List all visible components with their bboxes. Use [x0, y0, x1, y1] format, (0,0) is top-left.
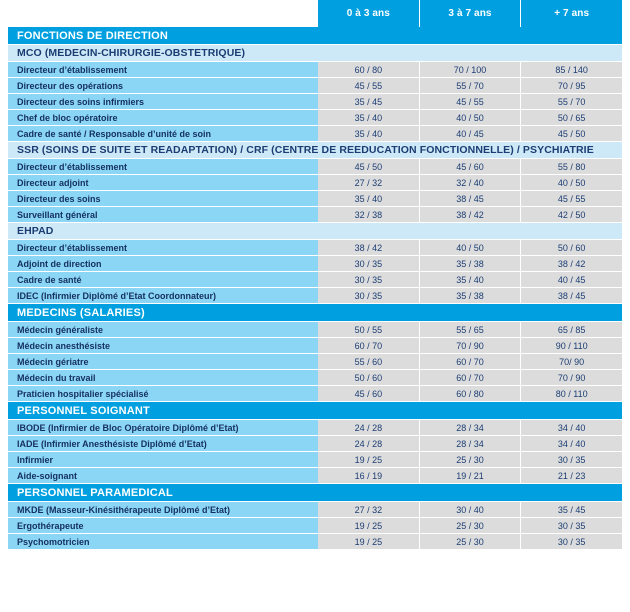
- salary-cell: 16 / 19: [318, 468, 420, 483]
- salary-cell: 30 / 35: [318, 288, 420, 303]
- column-header-7-plus: + 7 ans: [521, 0, 622, 27]
- salary-cell: 40 / 45: [521, 272, 622, 287]
- table-row: [8, 207, 622, 223]
- salary-cell: 70/ 90: [521, 354, 622, 369]
- salary-cell: 30 / 35: [521, 534, 622, 549]
- salary-cell: 30 / 40: [420, 502, 522, 517]
- subsection-header: SSR (SOINS DE SUITE ET READAPTATION) / CRF (CENTRE DE REEDUCATION FONCTIONNELLE) / PSYCHIATRIE: [8, 142, 622, 159]
- subsection-header: MCO (MEDECIN-CHIRURGIE-OBSTETRIQUE): [8, 45, 622, 62]
- salary-cell: 60 / 70: [420, 370, 522, 385]
- row-label: Chef de bloc opératoire: [8, 110, 318, 125]
- salary-cell: 21 / 23: [521, 468, 622, 483]
- salary-cell: 25 / 30: [420, 452, 522, 467]
- row-label: Médecin anesthésiste: [8, 338, 318, 353]
- row-label: Ergothérapeute: [8, 518, 318, 533]
- salary-cell: 55 / 70: [521, 94, 622, 109]
- salary-cell: 45 / 55: [521, 191, 622, 206]
- header-spacer: [8, 0, 318, 27]
- salary-cell: 40 / 50: [420, 110, 522, 125]
- row-label: Cadre de santé: [8, 272, 318, 287]
- salary-cell: 45 / 60: [318, 386, 420, 401]
- row-label: Psychomotricien: [8, 534, 318, 549]
- salary-cell: 38 / 45: [420, 191, 522, 206]
- section-header: PERSONNEL PARAMEDICAL: [8, 484, 622, 502]
- salary-cell: 45 / 50: [521, 126, 622, 141]
- salary-cell: 35 / 40: [318, 126, 420, 141]
- row-label: Infirmier: [8, 452, 318, 467]
- column-header-3-7: 3 à 7 ans: [420, 0, 522, 27]
- row-label: Directeur d’établissement: [8, 62, 318, 77]
- row-label: Directeur des soins: [8, 191, 318, 206]
- row-label: Directeur d’établissement: [8, 240, 318, 255]
- row-label: Directeur des soins infirmiers: [8, 94, 318, 109]
- salary-cell: 38 / 42: [521, 256, 622, 271]
- salary-cell: 27 / 32: [318, 502, 420, 517]
- salary-cell: 50 / 65: [521, 110, 622, 125]
- salary-cell: 45 / 55: [420, 94, 522, 109]
- salary-cell: 50 / 55: [318, 322, 420, 337]
- row-label: Médecin gériatre: [8, 354, 318, 369]
- salary-cell: 30 / 35: [521, 452, 622, 467]
- subsection-header: EHPAD: [8, 223, 622, 240]
- table-row: [8, 534, 622, 550]
- salary-cell: 40 / 50: [420, 240, 522, 255]
- table-row: [8, 502, 622, 518]
- table-row: [8, 288, 622, 304]
- salary-cell: 34 / 40: [521, 436, 622, 451]
- salary-cell: 30 / 35: [521, 518, 622, 533]
- salary-cell: 45 / 50: [318, 159, 420, 174]
- table-row: [8, 110, 622, 126]
- salary-cell: 32 / 38: [318, 207, 420, 222]
- table-row: [8, 354, 622, 370]
- salary-cell: 55 / 60: [318, 354, 420, 369]
- salary-cell: 30 / 35: [318, 272, 420, 287]
- salary-cell: 65 / 85: [521, 322, 622, 337]
- salary-cell: 27 / 32: [318, 175, 420, 190]
- salary-cell: 34 / 40: [521, 420, 622, 435]
- table-row: [8, 518, 622, 534]
- salary-cell: 35 / 40: [318, 110, 420, 125]
- salary-cell: 35 / 38: [420, 256, 522, 271]
- table-row: [8, 420, 622, 436]
- table-row: [8, 256, 622, 272]
- row-label: Médecin du travail: [8, 370, 318, 385]
- table-row: [8, 62, 622, 78]
- table-row: [8, 126, 622, 142]
- salary-table-body: [0, 27, 630, 550]
- salary-cell: 38 / 42: [318, 240, 420, 255]
- row-label: IADE (Infirmier Anesthésiste Diplômé d’Etat): [8, 436, 318, 451]
- section-header: PERSONNEL SOIGNANT: [8, 402, 622, 420]
- table-row: [8, 338, 622, 354]
- row-label: Directeur adjoint: [8, 175, 318, 190]
- salary-cell: 28 / 34: [420, 420, 522, 435]
- salary-cell: 35 / 38: [420, 288, 522, 303]
- salary-cell: 70 / 100: [420, 62, 522, 77]
- salary-cell: 50 / 60: [318, 370, 420, 385]
- salary-cell: 35 / 40: [420, 272, 522, 287]
- row-label: IDEC (Infirmier Diplômé d’Etat Coordonnateur): [8, 288, 318, 303]
- salary-cell: 40 / 50: [521, 175, 622, 190]
- salary-cell: 38 / 45: [521, 288, 622, 303]
- salary-cell: 38 / 42: [420, 207, 522, 222]
- salary-cell: 55 / 80: [521, 159, 622, 174]
- row-label: Médecin généraliste: [8, 322, 318, 337]
- column-header-row: [0, 0, 630, 27]
- salary-cell: 60 / 70: [318, 338, 420, 353]
- salary-cell: 24 / 28: [318, 436, 420, 451]
- salary-cell: 35 / 45: [521, 502, 622, 517]
- row-label: Directeur des opérations: [8, 78, 318, 93]
- table-row: [8, 175, 622, 191]
- salary-cell: 45 / 60: [420, 159, 522, 174]
- column-header-0-3: 0 à 3 ans: [318, 0, 420, 27]
- table-row: [8, 370, 622, 386]
- salary-cell: 55 / 65: [420, 322, 522, 337]
- salary-cell: 19 / 25: [318, 534, 420, 549]
- salary-cell: 35 / 40: [318, 191, 420, 206]
- salary-cell: 60 / 70: [420, 354, 522, 369]
- salary-cell: 55 / 70: [420, 78, 522, 93]
- row-label: Praticien hospitalier spécialisé: [8, 386, 318, 401]
- table-row: [8, 322, 622, 338]
- salary-cell: 30 / 35: [318, 256, 420, 271]
- salary-cell: 70 / 90: [420, 338, 522, 353]
- salary-cell: 32 / 40: [420, 175, 522, 190]
- table-row: [8, 78, 622, 94]
- salary-cell: 60 / 80: [420, 386, 522, 401]
- row-label: MKDE (Masseur-Kinésithérapeute Diplômé d’Etat): [8, 502, 318, 517]
- salary-cell: 42 / 50: [521, 207, 622, 222]
- salary-cell: 19 / 21: [420, 468, 522, 483]
- salary-cell: 45 / 55: [318, 78, 420, 93]
- row-label: IBODE (Infirmier de Bloc Opératoire Diplômé d’Etat): [8, 420, 318, 435]
- table-row: [8, 386, 622, 402]
- section-header: MEDECINS (SALARIES): [8, 304, 622, 322]
- salary-cell: 19 / 25: [318, 452, 420, 467]
- salary-cell: 25 / 30: [420, 518, 522, 533]
- table-row: [8, 436, 622, 452]
- table-row: [8, 452, 622, 468]
- row-label: Surveillant général: [8, 207, 318, 222]
- salary-cell: 90 / 110: [521, 338, 622, 353]
- table-row: [8, 159, 622, 175]
- salary-cell: 25 / 30: [420, 534, 522, 549]
- salary-cell: 24 / 28: [318, 420, 420, 435]
- salary-cell: 70 / 95: [521, 78, 622, 93]
- salary-cell: 60 / 80: [318, 62, 420, 77]
- salary-cell: 50 / 60: [521, 240, 622, 255]
- salary-cell: 80 / 110: [521, 386, 622, 401]
- table-row: [8, 272, 622, 288]
- salary-cell: 70 / 90: [521, 370, 622, 385]
- salary-cell: 35 / 45: [318, 94, 420, 109]
- salary-cell: 85 / 140: [521, 62, 622, 77]
- salary-cell: 19 / 25: [318, 518, 420, 533]
- section-header: FONCTIONS DE DIRECTION: [8, 27, 622, 45]
- salary-cell: 28 / 34: [420, 436, 522, 451]
- row-label: Aide-soignant: [8, 468, 318, 483]
- table-row: [8, 240, 622, 256]
- table-row: [8, 191, 622, 207]
- row-label: Directeur d’établissement: [8, 159, 318, 174]
- salary-cell: 40 / 45: [420, 126, 522, 141]
- table-row: [8, 94, 622, 110]
- row-label: Cadre de santé / Responsable d’unité de soin: [8, 126, 318, 141]
- table-row: [8, 468, 622, 484]
- row-label: Adjoint de direction: [8, 256, 318, 271]
